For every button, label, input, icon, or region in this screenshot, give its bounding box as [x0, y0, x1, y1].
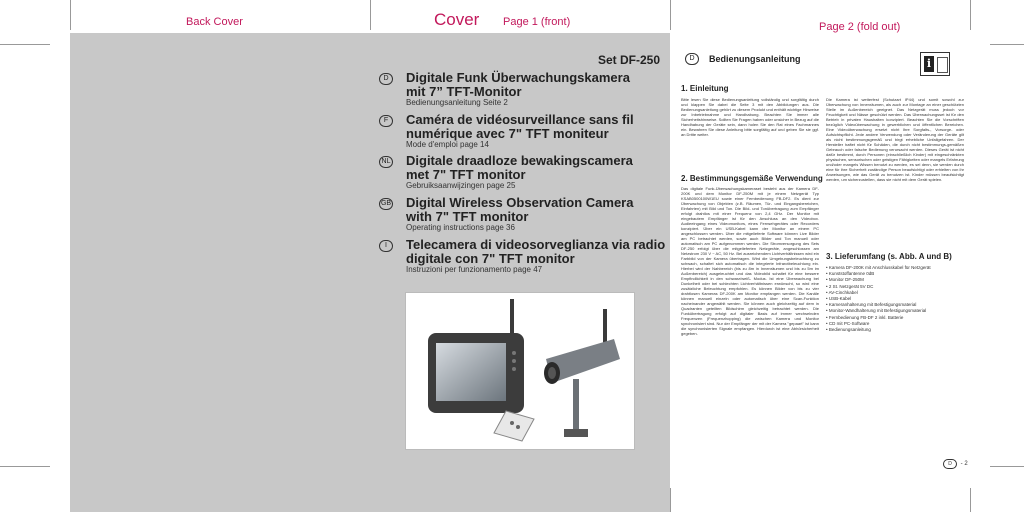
- camera-stand: [573, 379, 579, 431]
- list-item: • AV-Cinchkabel: [826, 289, 858, 295]
- list-item: • Monitor-Wandhalterung mit Befestigungsmaterial: [826, 308, 927, 314]
- crop-mark: [70, 0, 71, 30]
- list-item: • Kamera DF-200K mit Anschlusskabel für Netzgerät: [826, 265, 931, 270]
- lang-title: with 7" TFT monitor: [406, 209, 529, 224]
- lang-title: Digitale Funk Überwachungskamera: [406, 70, 630, 85]
- footer-lang-code: D: [943, 459, 957, 469]
- list-item: • CD mit PC-Software: [826, 320, 870, 326]
- crop-mark: [670, 0, 671, 30]
- manual-heading: Bedienungsanleitung: [709, 54, 801, 64]
- list-item: • USB-Kabel: [826, 296, 852, 302]
- crop-mark: [970, 488, 971, 512]
- lang-title: digitale con 7" TFT monitor: [406, 251, 575, 266]
- lang-code: D: [685, 53, 699, 65]
- product-photo: [405, 292, 635, 450]
- info-icon: i: [920, 52, 950, 76]
- lang-title: mit 7” TFT-Monitor: [406, 84, 522, 99]
- crop-mark: [970, 0, 971, 30]
- lang-code: F: [379, 115, 393, 127]
- section-heading: 3. Lieferumfang (s. Abb. A und B): [826, 252, 952, 261]
- lang-title: Digital Wireless Observation Camera: [406, 195, 634, 210]
- lang-title: Caméra de vidéosurveillance sans fil: [406, 112, 634, 127]
- lang-subtitle: Bedienungsanleitung Seite 2: [406, 98, 508, 107]
- lang-subtitle: Gebruiksaanwijzingen page 25: [406, 181, 516, 190]
- cover-label: Cover: [434, 10, 480, 29]
- section-text: Bitte lesen Sie diese Bedienungsanleitung vollständig und sorgfältig durch und klappen Sie dabei die Seite 3 mit den Abbildungen aus. Die Bedienungsanleitung gehört zu diesem Produkt und enthält wichtige Hinweise zur Inbetriebnahme und Handhabung. Beachten Sie immer alle Sicherheitshinweise. Sollten Sie Fragen haben oder unsicher in Bezug auf die Handhabung der Geräte sein, dann holen Sie den Rat eines Fachmannes ein. Bewahren Sie diese Anleitung bitte sorgfältig auf und geben Sie sie ggf. an Dritte weiter.: [681, 97, 819, 137]
- section-text: Die Kamera ist wetterfest (Schutzart IP44) und somit sowohl zur Überwachung von Innenräumen, als auch zur Montage an einer geschützten Stelle im Außenbereich geeignet. Das Netzgerät muss jedoch vor Feuchtigkeit und Nässe geschützt werden. Das Überwachungsset ist für den Betrieb in privaten Haushalten konzipiert. Beachten Sie die Vorschriften bezüglich Videoüberwachung in gewerblichen und öffentlichen Bereichen. Eine Videoüberwachung ersetzt nicht Ihre Sorgfalts-, Vorsorge- oder Aufsichtspflicht. Jede andere Verwendung oder Veränderung der Geräte gilt als nicht bestimmungsgemäß und birgt erhebliche Unfallgefahren. Der Hersteller haftet nicht für Schäden, die durch nicht bestimmungs-gemäßen Gebrauch oder falsche Bedienung verursacht werden. Dieses Gerät ist nicht dafür bestimmt, durch Personen (einschließlich Kinder) mit eingeschränkten physischen, sensorischen oder geistigen Fähigkeiten oder mangels Erfahrung und/oder mangels Wissen benutzt zu werden, es sei denn, sie werden durch eine für ihre Sicherheit zuständige Person beaufsichtigt oder erhielten von ihr Anweisungen, wie das Gerät zu benutzen ist. Kinder müssen beaufsichtigt werden, um sicherzustellen, dass sie nicht mit dem Gerät spielen.: [826, 97, 964, 182]
- lang-title: met 7" TFT monitor: [406, 167, 526, 182]
- crop-mark: [0, 44, 50, 45]
- set-label: Set DF-250: [598, 53, 661, 67]
- lang-code: GB: [379, 198, 393, 210]
- page-number: 2: [964, 461, 968, 467]
- list-item: • Kunststoffantenne 0dB: [826, 271, 875, 277]
- section-heading: 2. Bestimmungsgemäße Verwendung: [681, 174, 823, 183]
- crop-mark: [370, 0, 371, 30]
- list-item: • Kameranhalterung mit Befestigungsmaterial: [826, 302, 917, 308]
- camera-antenna: [603, 309, 607, 343]
- crop-mark: [0, 466, 50, 467]
- crop-mark: [990, 466, 1024, 467]
- remote-control: [494, 411, 534, 441]
- lang-title: Digitale draadloze bewakingscamera: [406, 153, 633, 168]
- crop-mark: [990, 44, 1024, 45]
- lang-code: I: [379, 240, 393, 252]
- lang-title: numérique avec 7" TFT moniteur: [406, 126, 609, 141]
- lang-subtitle: Operating instructions page 36: [406, 223, 515, 232]
- crop-mark: [670, 488, 671, 512]
- list-item: • Bedienungsanleitung: [826, 327, 871, 333]
- back-cover-label: Back Cover: [186, 16, 243, 28]
- lang-subtitle: Mode d'emploi page 14: [406, 140, 489, 149]
- list-item: • 2 St. Netzgerät 5V DC: [826, 283, 874, 289]
- scope-list: [826, 265, 931, 333]
- page1-label: Page 1 (front): [503, 16, 571, 28]
- page-footer: D - 2: [943, 459, 968, 469]
- lang-title: Telecamera di videosorveglianza via radio: [406, 237, 666, 252]
- list-item: • Monitor DF-250M: [826, 277, 864, 283]
- section-heading: 1. Einleitung: [681, 84, 729, 93]
- page2-label: Page 2 (fold out): [819, 21, 901, 33]
- lang-code: NL: [379, 156, 393, 168]
- section-text: Das digitale Funk-Überwachungskameraset besteht aus der Kamera DF-200K und dem Monitor DF-250M mit je einem Netzgerät Typ KSAB0500100W1EU sowie einer Fernbedienung FB-DF2. Es dient zur Überwachung von Objekten (z.B. Räumen, Tür- und Eingangsbereichen, Einfahrten) mit Bild und Ton. Die Bild- und Tonübertragung zum Empfänger erfolgt drahtlos mit einer Frequenz von 2,4 GHz. Der Monitor mit eingebautem Empfänger ist für den Anschluss an den Videobox. Audieeingang eines Videomonitors, eines Fernsehgerätes oder Recorders konzipiert. Über ein USB-Kabel kann der Monitor an einem PC angeschlossen werden. Über die mitgelieferte Software können Live Bilder am PC betrachtet werden, sowie auch Bilder und Ton manuell oder automatisch am PC aufgenommen werden. Die Stromversorgung des Sets DF-250 erfolgt über die mitgelieferten Netzgeräte, angeschlossen am Netzstrom 230 V ~ AC, 50 Hz. Bei ausreichendem Lichtverhältnissen wird ein Farbbild von der Kamera übertragen. Wird die Umgebungsbeleuchtung zu schwach, schaltet sich automatisch die integrierte Infrarotbeleuchtung ein. Hierbei wird der Nahbereich (bis zu 8m in Innenräumen und bis zu 5m im Außenbereich) ausgeleuchtet und das Videobild schaltet für eine bessere Empfindlichkeit in den schwarz/weiß- Modus. Ist eine Überwachung bei Dunkelheit oder bei schlechten Lichtverhältnissen erwünscht, so wird eine zusätzliche Beleuchtung empfohlen. Es können Bilder von bis zu vier drahtlosen Kameras DF-200K am Monitor empfangen werden. Die Kanäle können manuell einzeln oder automatisch über eine Scan-Funktion nacheinander angewählt werden. Sie können auch gleichzeitig auf dem in Quadranten geteilten Bildschirm gleichzeitig betrachtet werden. Die Funkübertragung erfolgt auf digitaler Basis auf immer wechselnden Frequenzen (Frequenzhopping) die zwischen Kamera und Monitor synchronisiert sind. Nur der Empfänger der mit der Kamera "gepaart" ist kann die synchronisierten Signale empfangen. Hierdurch ist eine Abhörsicherheit gegeben.: [681, 186, 819, 336]
- list-item: • Fernbedienung FB-DF 2 inkl. Batterie: [826, 314, 904, 320]
- lang-code: D: [379, 73, 393, 85]
- lang-subtitle: Instruzioni per funzionamento page 47: [406, 265, 543, 274]
